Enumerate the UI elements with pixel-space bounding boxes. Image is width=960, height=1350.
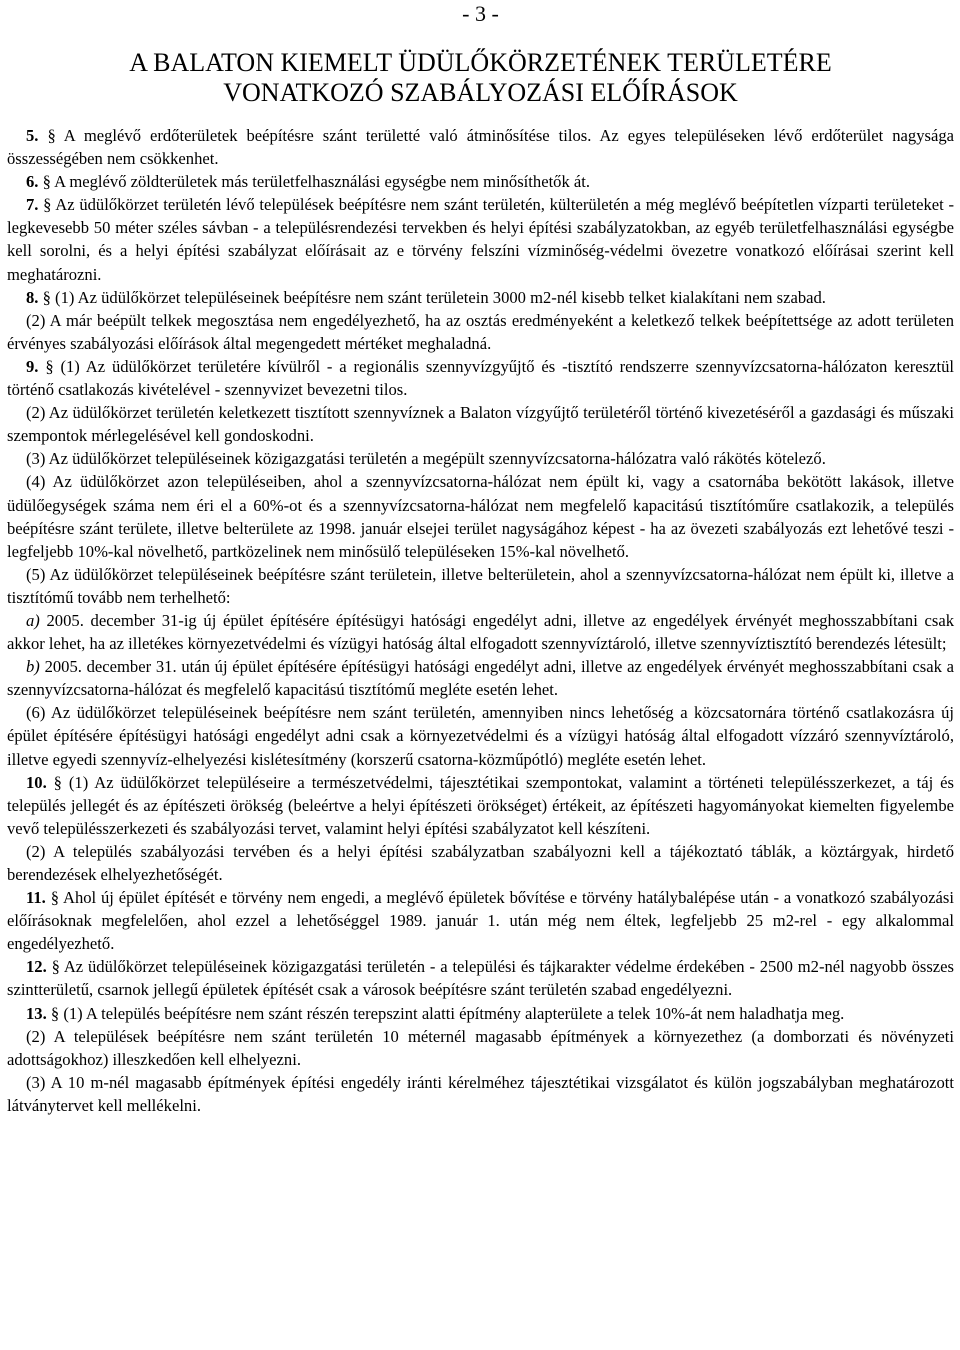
section-sign: § [42,172,51,192]
page-number: - 3 - [462,1,499,26]
section-6: 6. § A meglévő zöldterületek más területfelhasználási egységbe nem minősíthetők át. [26,172,591,192]
title-line-1: A BALATON KIEMELT ÜDÜLŐKÖRZETÉNEK TERÜLETÉRE [129,48,832,77]
section-12: 12. § Az üdülőkörzet településeinek közigazgatási területén - a települési és tájkarakter védelme érdekében - 2500 m2-nél nagyobb összes szintterületű, csarnok jellegű épületek építését csak a városok beépítésre szánt területén szabad engedélyezni. [7,957,954,1000]
document-body [7,124,954,1117]
section-sign: § [51,957,60,977]
section-sign: § [42,287,51,307]
section-13-p1: 13. § (1) A település beépítésre nem szánt részén terepszint alatti építmény alapterülete a telek 10%-át nem haladhatja meg. [26,1003,845,1023]
section-5: 5. § A meglévő erdőterületek beépítésre szánt területté való átminősítése tilos. Az egyes településeken lévő erdőterület nagysága összességében nem csökkenhet. [7,126,954,169]
section-9-p3: (3) Az üdülőkörzet településeinek közigazgatási területén a megépült szennyvízcsatorna-hálózatra való rákötés kötelező. [26,449,826,469]
section-8-p1: 8. § (1) Az üdülőkörzet településeinek beépítésre nem szánt területein 3000 m2-nél kisebb telket kialakítani nem szabad. [26,287,826,307]
title-line-2: VONATKOZÓ SZABÁLYOZÁSI ELŐÍRÁSOK [223,78,738,107]
section-9-point-a: a) 2005. december 31-ig új épület építésére építésügyi hatósági engedélyt adni, illetve az engedélyek érvényét meghosszabbítani csak akkor lehet, ha az illetékes környezetvédelmi és vízügyi hatóság által elfogadott szennyvíztároló, illetve szennyvíztisztító berendezés létesült; [7,610,954,654]
section-8-p2: (2) A már beépült telkek megosztása nem engedélyezhető, ha az osztás eredményeként a keletkező telkek beépítettsége az adott területen érvényes szabályozási előírások által megengedett mértéket meghaladná. [7,310,954,353]
document-title [7,48,954,108]
section-sign: § [45,356,54,376]
section-9-p5: (5) Az üdülőkörzet településeinek beépítésre szánt területein, illetve belterületein, ahol a szennyvízcsatorna-hálózat nem épült ki, illetve a tisztítómű tovább nem terhelhető: [7,564,954,607]
section-sign: § [50,888,59,908]
section-10-p2: (2) A település szabályozási tervében és a helyi építési szabályzatban szabályozni kell a tájékoztató táblák, a köztárgyak, hirdető berendezések elhelyezhetőségét. [7,841,954,884]
section-9-p4: (4) Az üdülőkörzet azon településeiben, ahol a szennyvízcsatorna-hálózat nem épült ki, vagy a csatornába bekötött lakások, illetve üdülőegységek száma nem éri el a 60%-ot és a szennyvízcsatorna-hálózat nem megfelelő kapacitású tisztítóműre csatlakozik, a település beépítésre szánt területe, illetve belterülete az 1998. január elsejei terület nagyságához képest - ha az övezeti szabályozás ezt lehetővé teszi - legfeljebb 10%-kal növelhető, partközelinek nem minősülő településeken 15%-kal növelhető. [7,472,954,561]
section-9-p6: (6) Az üdülőkörzet településeinek beépítésre nem szánt területén, amennyiben nincs lehetőség a közcsatornára történő csatlakozásra új épület építésére építésügyi hatósági engedélyt adni csak a környezetvédelmi és a vízügyi hatóság által elfogadott vízzáró szennyvíztároló, illetve egyedi szennyvíz-elhelyezési kislétesítmény (korszerű csatorna-közműpótló) megléte esetén lehet. [7,703,954,769]
section-9-p2: (2) Az üdülőkörzet területén keletkezett tisztított szennyvíznek a Balaton vízgyűjtő területéről történő kivezetéséről a gazdasági és műszaki szempontok mérlegelésével kell gondoskodni. [7,403,954,446]
section-9-p1: 9. § (1) Az üdülőkörzet területére kívülről - a regionális szennyvízgyűjtő és -tisztító rendszerre szennyvízcsatorna-hálózaton keresztül történő csatlakozás kivételével - szennyvizet bevezetni tilos. [7,356,954,400]
section-11: 11. § Ahol új épület építését e törvény nem engedi, a meglévő épületek bővítése e törvény hatálybalépése után - a vonatkozó szabályozási előírásoknak megfelelően, ahol ezzel a lehetőséggel 1989. január 1. után még nem éltek, legfeljebb 25 m2-rel - egy alkalommal engedélyezhető. [7,888,954,954]
section-sign: § [53,772,62,792]
section-10-p1: 10. § (1) Az üdülőkörzet településeire a természetvédelmi, tájesztétikai szempontokat, valamint a történeti településszerkezet, a táj és település jellegét és az építészeti örökség (beleértve a helyi építészeti örökséget) értékeit, az építészeti hagyományokat kiemelten figyelembe vevő településszerkezeti és szabályozási tervet, valamint helyi építési szabályzatot kell készíteni. [7,772,954,838]
section-13-p2: (2) A települések beépítésre nem szánt területén 10 méternél magasabb építmények a környezethez (a domborzati és növényzeti adottságokhoz) illeszkedően kell elhelyezni. [7,1026,954,1069]
section-sign: § [50,1003,60,1023]
section-7: 7. § Az üdülőkörzet területén lévő települések beépítésre nem szánt területén, külterületén a még meglévő beépítetlen vízparti területeket - legkevesebb 50 méter széles sávban - a településrendezési tervekben és helyi építési szabályzatokban, az egyéb területfelhasználási egységbe kell sorolni, és a helyi építési szabályzat előírásait az e törvény felszíni vízminőség-védelmi övezetre vonatkozó előírásai szerint kell meghatározni. [7,195,954,284]
section-13-p3: (3) A 10 m-nél magasabb építmények építési engedély iránti kérelméhez tájesztétikai vizsgálatot és külön jogszabályban meghatározott látványtervet kell mellékelni. [7,1072,954,1115]
section-sign: § [47,126,56,145]
section-9-point-b: b) 2005. december 31. után új épület építésére építésügyi hatósági engedélyt adni, illetve az engedélyek érvényét meghosszabbítani csak a szennyvízcsatorna-hálózat és megfelelő kapacitású tisztítómű megléte esetén lehet. [7,657,954,700]
section-sign: § [43,195,52,215]
